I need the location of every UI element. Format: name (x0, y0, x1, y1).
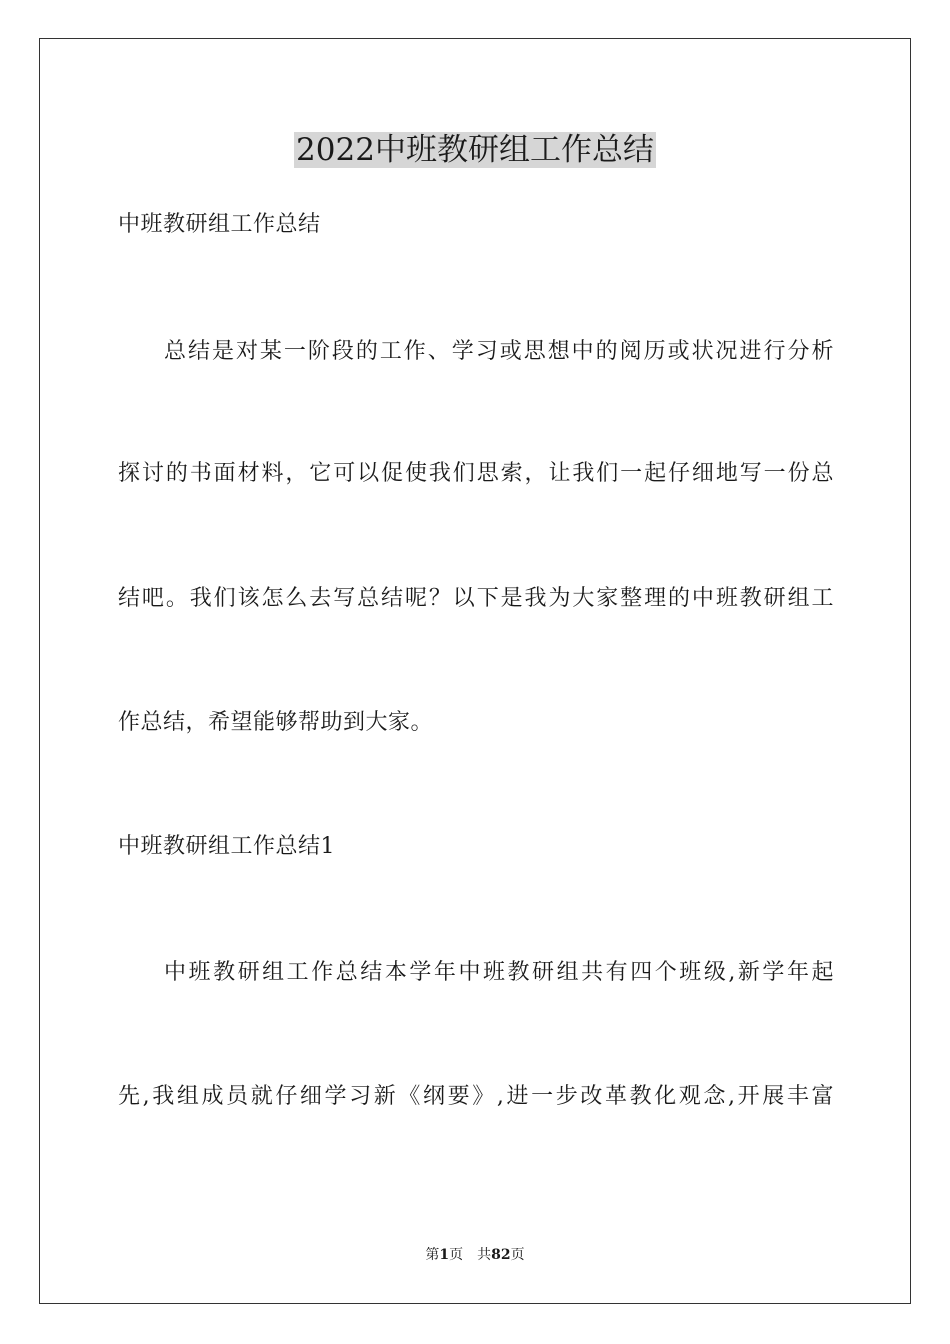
footer-page-prefix: 第 (425, 1247, 440, 1263)
intro-line-1: 总结是对某一阶段的工作、学习或思想中的阅历或状况进行分析 (164, 339, 834, 364)
document-title (0, 128, 950, 172)
section-heading: 中班教研组工作总结1 (118, 834, 335, 859)
section-line-2: 先,我组成员就仔细学习新《纲要》,进一步改革教化观念,开展丰富 (118, 1084, 834, 1109)
footer-page-number: 1 (439, 1247, 450, 1263)
footer-total-prefix: 共 (477, 1247, 492, 1263)
section-line-1: 中班教研组工作总结本学年中班教研组共有四个班级,新学年起 (164, 960, 834, 985)
intro-line-4: 作总结，希望能够帮助到大家。 (118, 710, 434, 735)
footer-total-suffix: 页 (510, 1247, 525, 1263)
intro-line-2: 探讨的书面材料，它可以促使我们思索，让我们一起仔细地写一份总 (118, 461, 834, 486)
page-footer (0, 1245, 950, 1265)
footer-total-pages: 82 (491, 1247, 511, 1263)
footer-page-suffix: 页 (449, 1247, 464, 1263)
document-title-text: 2022中班教研组工作总结 (296, 132, 654, 168)
intro-line-3: 结吧。我们该怎么去写总结呢？以下是我为大家整理的中班教研组工 (118, 586, 834, 611)
document-subtitle: 中班教研组工作总结 (118, 212, 321, 237)
